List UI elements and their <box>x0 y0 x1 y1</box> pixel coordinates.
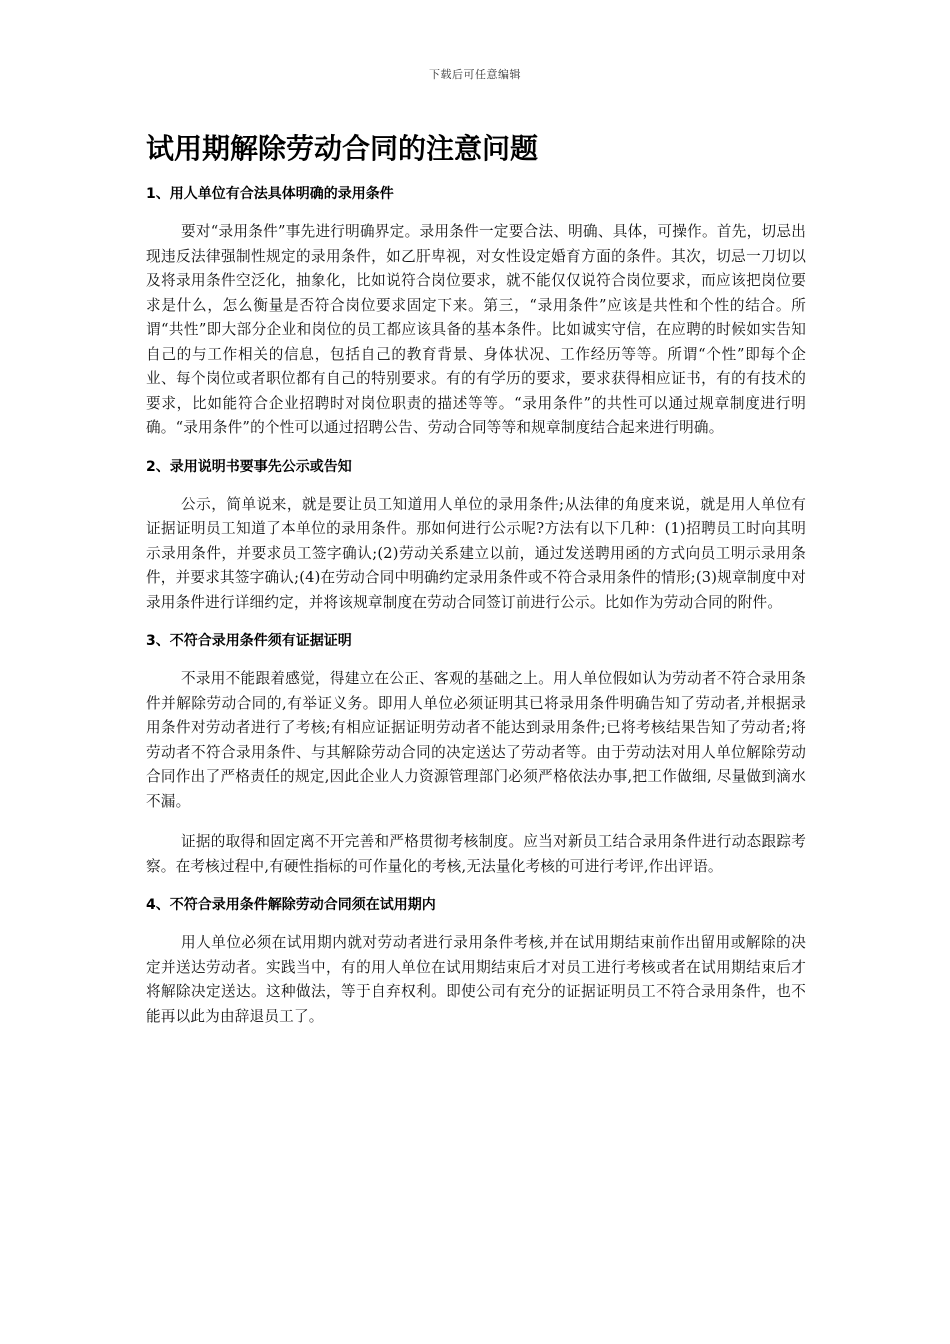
paragraph: 用人单位必须在试用期内就对劳动者进行录用条件考核,并在试用期结束前作出留用或解除的决定并送达劳动者。实践当中，有的用人单位在试用期结束后才对员工进行考核或者在试用期结束后才将解除决定送达。这种做法，等于自弃权利。即使公司有充分的证据证明员工不符合录用条件，也不能再以此为由辞退员工了。 <box>146 934 806 1025</box>
section-1 <box>146 184 806 441</box>
section-3 <box>146 631 806 879</box>
section-4 <box>146 895 806 1029</box>
paragraph: 证据的取得和固定离不开完善和严格贯彻考核制度。应当对新员工结合录用条件进行动态跟踪考察。在考核过程中,有硬性指标的可作量化的考核,无法量化考核的可进行考评,作出评语。 <box>146 833 806 875</box>
document-body <box>146 128 806 1045</box>
paragraph: 不录用不能跟着感觉，得建立在公正、客观的基础之上。用人单位假如认为劳动者不符合录用条件并解除劳动合同的,有举证义务。即用人单位必须证明其已将录用条件明确告知了劳动者,并根据录用条件对劳动者进行了考核;有相应证据证明劳动者不能达到录用条件;已将考核结果告知了劳动者;将劳动者不符合录用条件、与其解除劳动合同的决定送达了劳动者等。由于劳动法对用人单位解除劳动合同作出了严格责任的规定,因此企业人力资源管理部门必须严格依法办事,把工作做细, 尽量做到滴水不漏。 <box>146 670 806 810</box>
paragraph: 要对“录用条件”事先进行明确界定。录用条件一定要合法、明确、具体，可操作。首先，切忌出现违反法律强制性规定的录用条件，如乙肝卑视，对女性设定婚育方面的条件。其次，切忌一刀切以及将录用条件空泛化，抽象化，比如说符合岗位要求，就不能仅仅说符合岗位要求，而应该把岗位要求是什么，怎么衡量是否符合岗位要求固定下来。第三，“录用条件”应该是共性和个性的结合。所谓“共性”即大部分企业和岗位的员工都应该具备的基本条件。比如诚实守信，在应聘的时候如实告知自己的与工作相关的信息，包括自己的教育背景、身体状况、工作经历等等。所谓“个性”即每个企业、每个岗位或者职位都有自己的特别要求。有的有学历的要求，要求获得相应证书，有的有技术的要求，比如能符合企业招聘时对岗位职责的描述等等。“录用条件”的共性可以通过规章制度进行明确。“录用条件”的个性可以通过招聘公告、劳动合同等等和规章制度结合起来进行明确。 <box>146 223 806 436</box>
section-heading: 3、不符合录用条件须有证据证明 <box>146 633 352 649</box>
section-heading: 4、不符合录用条件解除劳动合同须在试用期内 <box>146 897 436 913</box>
paragraph: 公示，简单说来，就是要让员工知道用人单位的录用条件;从法律的角度来说，就是用人单位有证据证明员工知道了本单位的录用条件。那如何进行公示呢?方法有以下几种：(1)招聘员工时向其明示录用条件，并要求员工签字确认;(2)劳动关系建立以前，通过发送聘用函的方式向员工明示录用条件，并要求其签字确认;(4)在劳动合同中明确约定录用条件或不符合录用条件的情形;(3)规章制度中对录用条件进行详细约定，并将该规章制度在劳动合同签订前进行公示。比如作为劳动合同的附件。 <box>146 495 806 611</box>
section-2 <box>146 457 806 616</box>
document-title: 试用期解除劳动合同的注意问题 <box>146 132 539 165</box>
section-heading: 1、用人单位有合法具体明确的录用条件 <box>146 186 394 202</box>
section-heading: 2、录用说明书要事先公示或告知 <box>146 458 352 475</box>
header-note: 下载后可任意编辑 <box>429 68 521 81</box>
